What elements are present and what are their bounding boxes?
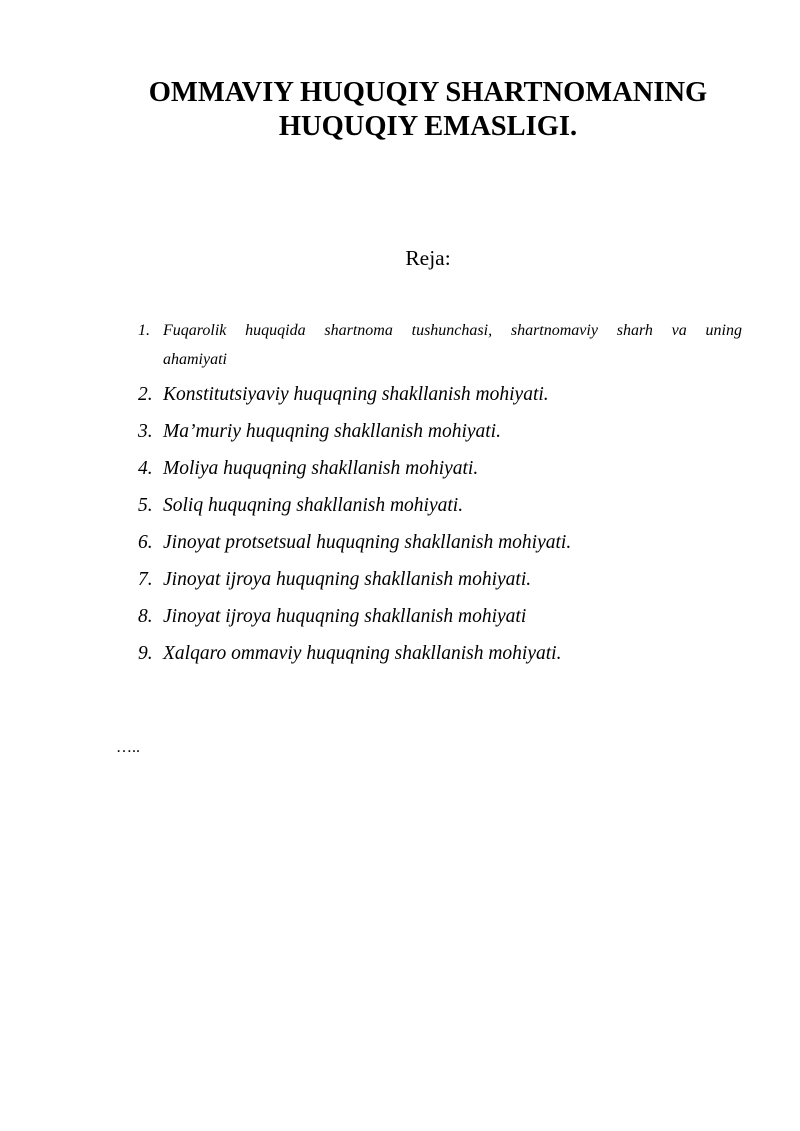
plan-item-text-continued: ahamiyati [163,351,227,368]
plan-item-text: Moliya huquqning shakllanish mohiyati. [163,458,479,479]
trailing-ellipsis: ….. [116,739,140,756]
plan-item-number: 5. [138,495,153,516]
plan-item-3 [110,413,742,450]
document-title-line-1: OMMAVIY HUQUQIY SHARTNOMANING [148,77,708,108]
plan-item-9 [110,635,742,672]
plan-item-text: Jinoyat ijroya huquqning shakllanish mohiyati [163,606,527,627]
plan-heading: Reja: [405,246,451,270]
plan-item-1 [110,316,742,374]
plan-item-4 [110,450,742,487]
plan-item-text: Konstitutsiyaviy huquqning shakllanish mohiyati. [163,384,549,405]
plan-item-number: 8. [138,606,153,627]
document-title [118,76,738,144]
plan-item-number: 9. [138,643,153,664]
plan-item-6 [110,524,742,561]
plan-item-5 [110,487,742,524]
plan-item-text: Jinoyat ijroya huquqning shakllanish mohiyati. [163,569,532,590]
plan-item-text: Jinoyat protsetsual huquqning shakllanish mohiyati. [163,532,572,553]
plan-item-text: Ma’muriy huquqning shakllanish mohiyati. [163,421,501,442]
plan-list [110,316,742,672]
plan-item-text: Soliq huquqning shakllanish mohiyati. [163,495,464,516]
plan-item-number: 6. [138,532,153,553]
plan-item-number: 1. [138,322,150,339]
plan-item-2 [110,376,742,413]
plan-item-8 [110,598,742,635]
plan-item-number: 4. [138,458,153,479]
document-title-line-2: HUQUQIY EMASLIGI. [278,111,578,142]
plan-item-number: 2. [138,384,153,405]
plan-item-text: Xalqaro ommaviy huquqning shakllanish mohiyati. [163,643,562,664]
plan-item-text: Fuqarolik huquqida shartnoma tushunchasi, shartnomaviy sharh va uning [163,322,742,339]
plan-item-number: 3. [138,421,153,442]
plan-item-7 [110,561,742,598]
plan-item-number: 7. [138,569,153,590]
